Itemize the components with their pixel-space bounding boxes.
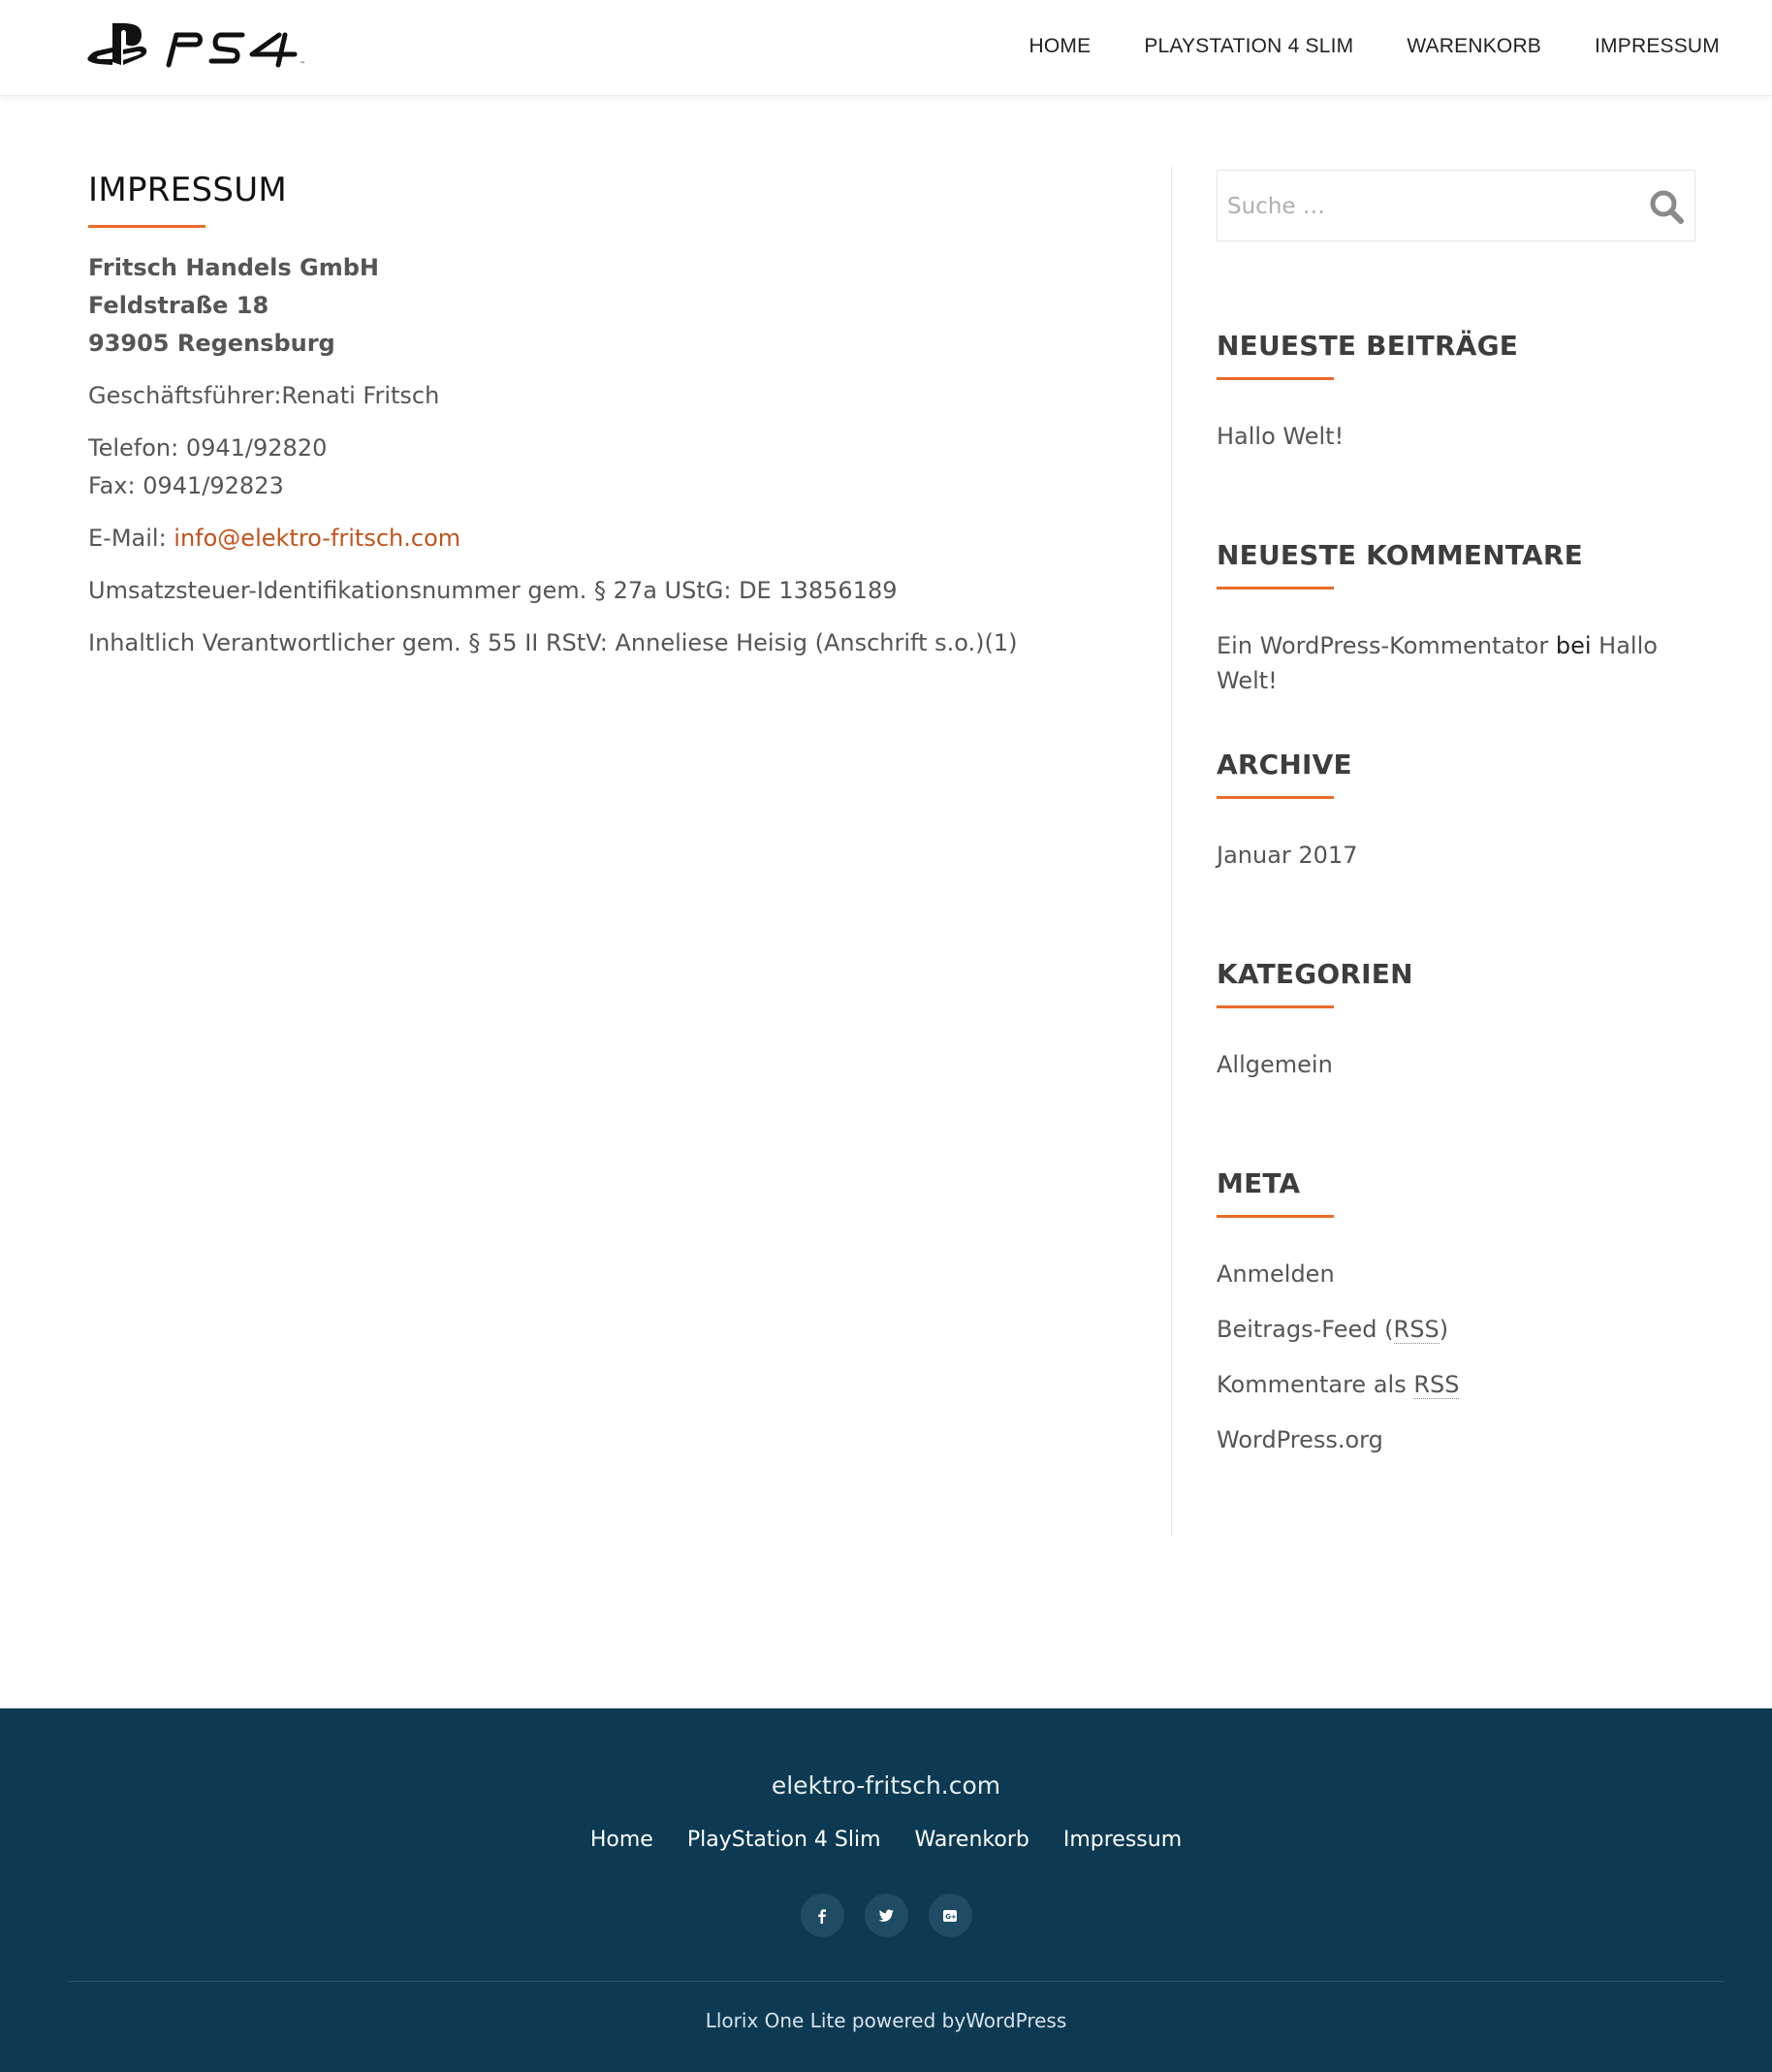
- site-footer: [0, 1708, 1772, 2072]
- company-street: Feldstraße 18: [88, 292, 269, 319]
- feed-suffix: ): [1439, 1316, 1449, 1343]
- footer-nav: [0, 1825, 1772, 1856]
- sidebar: [1217, 170, 1695, 1453]
- list-item: [1217, 1312, 1695, 1347]
- meta-feed-link[interactable]: [1217, 1316, 1448, 1344]
- widget-title-archive: ARCHIVE: [1217, 749, 1352, 781]
- widget-categories: [1217, 955, 1695, 1082]
- widget-recent-posts: [1217, 327, 1695, 454]
- comment-connector: bei: [1548, 632, 1599, 659]
- widget-recent-comments: [1217, 536, 1695, 698]
- main-nav: [1029, 0, 1721, 93]
- vat-text: Umsatzsteuer-Identifikationsnummer gem. § 27a UStG: DE 13856189: [88, 577, 898, 604]
- comments-prefix: Kommentare als: [1217, 1371, 1414, 1398]
- manager-text: Geschäftsführer:Renati Fritsch: [88, 382, 440, 409]
- comment-post-link[interactable]: Hallo Welt!: [1217, 632, 1658, 694]
- playstation-logo-icon: [87, 19, 316, 72]
- list-item: [1217, 419, 1695, 454]
- comments-abbr: RSS: [1413, 1371, 1460, 1398]
- company-city: 93905 Regensburg: [88, 330, 335, 357]
- archive-link-januar-2017[interactable]: Januar 2017: [1217, 842, 1358, 869]
- comment-author-link[interactable]: Ein WordPress-Kommentator: [1217, 632, 1549, 659]
- title-underline: [88, 225, 206, 228]
- feed-prefix: Beitrags-Feed (: [1217, 1316, 1394, 1343]
- company-name: Fritsch Handels GmbH: [88, 254, 380, 281]
- widget-title-meta: META: [1217, 1167, 1301, 1199]
- widget-archive: [1217, 746, 1695, 873]
- ps4-logo[interactable]: [87, 19, 316, 72]
- widget-underline: [1217, 1215, 1334, 1218]
- search-form: [1217, 170, 1695, 241]
- search-button[interactable]: [1644, 184, 1689, 229]
- email-link[interactable]: info@elektro-fritsch.com: [174, 525, 461, 552]
- post-link-hallo-welt[interactable]: Hallo Welt!: [1217, 423, 1345, 450]
- feed-abbr: RSS: [1393, 1316, 1440, 1343]
- widget-title-categories: KATEGORIEN: [1217, 958, 1413, 990]
- widget-underline: [1217, 796, 1334, 799]
- twitter-icon: [877, 1907, 895, 1925]
- site-header: [0, 0, 1772, 96]
- google-plus-button[interactable]: [929, 1894, 972, 1937]
- svg-text:™: ™: [300, 61, 305, 68]
- list-item: [1217, 838, 1695, 873]
- list-item: [1217, 1047, 1695, 1082]
- facebook-button[interactable]: [801, 1894, 844, 1937]
- list-item: [1217, 1422, 1695, 1457]
- phone-text: Telefon: 0941/92820: [88, 434, 328, 462]
- twitter-button[interactable]: [865, 1894, 908, 1937]
- search-input[interactable]: [1225, 171, 1617, 242]
- nav-warenkorb[interactable]: WARENKORB: [1407, 35, 1542, 57]
- widget-underline: [1217, 377, 1334, 380]
- widget-underline: [1217, 1005, 1334, 1008]
- widget-meta: [1217, 1164, 1695, 1457]
- social-links: [0, 1894, 1772, 1937]
- widget-title-recent-comments: NEUESTE KOMMENTARE: [1217, 539, 1583, 571]
- footer-nav-impressum[interactable]: Impressum: [1062, 1828, 1183, 1852]
- footer-credit: [0, 2006, 1772, 2035]
- footer-nav-home[interactable]: Home: [589, 1828, 653, 1852]
- company-address: [88, 249, 1116, 363]
- page-title: IMPRESSUM: [88, 171, 288, 209]
- svg-text:G+: G+: [945, 1912, 957, 1921]
- footer-nav-playstation-4-slim[interactable]: PlayStation 4 Slim: [686, 1828, 881, 1852]
- email-row: [88, 520, 1116, 558]
- meta-login-link[interactable]: Anmelden: [1217, 1260, 1335, 1288]
- fax-text: Fax: 0941/92823: [88, 472, 284, 499]
- category-link-allgemein[interactable]: Allgemein: [1217, 1051, 1333, 1078]
- search-icon: [1648, 188, 1685, 225]
- footer-site-name: elektro-fritsch.com: [771, 1771, 1001, 1800]
- footer-nav-warenkorb[interactable]: Warenkorb: [914, 1828, 1029, 1852]
- credit-wordpress-link[interactable]: WordPress: [965, 2009, 1067, 2032]
- nav-playstation-4-slim[interactable]: PLAYSTATION 4 SLIM: [1144, 35, 1354, 57]
- nav-home[interactable]: HOME: [1028, 35, 1092, 57]
- nav-impressum[interactable]: IMPRESSUM: [1595, 35, 1720, 57]
- list-item: [1217, 1257, 1695, 1291]
- content-divider: [1171, 167, 1172, 1536]
- email-label: E-Mail:: [88, 525, 174, 552]
- footer-divider: [68, 1981, 1724, 1982]
- facebook-icon: [813, 1907, 831, 1925]
- google-plus-icon: [941, 1907, 959, 1925]
- widget-underline: [1217, 587, 1334, 590]
- widget-title-recent-posts: NEUESTE BEITRÄGE: [1217, 330, 1519, 362]
- list-item: [1217, 628, 1695, 698]
- main-content: [88, 167, 1116, 662]
- list-item: [1217, 1367, 1695, 1402]
- contact-numbers: [88, 430, 1116, 505]
- credit-text: Llorix One Lite powered by: [705, 2009, 966, 2032]
- responsible-text: Inhaltlich Verantwortlicher gem. § 55 II RStV: Anneliese Heisig (Anschrift s.o.)(1): [88, 629, 1018, 656]
- meta-comments-feed-link[interactable]: [1217, 1371, 1459, 1399]
- meta-wordpress-link[interactable]: WordPress.org: [1217, 1426, 1383, 1453]
